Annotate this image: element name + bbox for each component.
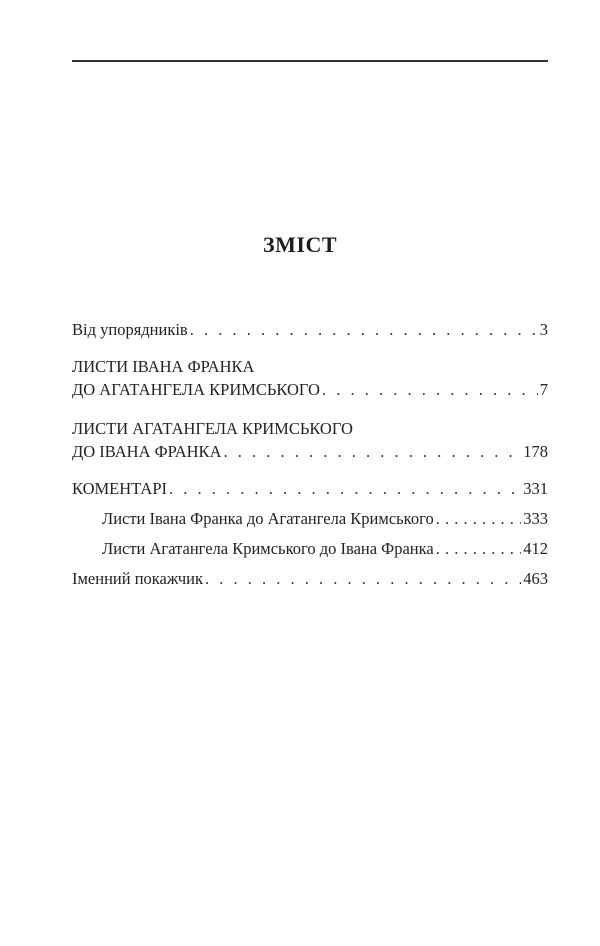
dot-leader bbox=[223, 440, 521, 463]
toc-entry-krymsky-letters bbox=[72, 417, 548, 463]
toc-heading: ЗМІСТ bbox=[263, 232, 337, 257]
dot-leader bbox=[436, 537, 522, 560]
toc-entry-title-line1: ЛИСТИ ІВАНА ФРАНКА bbox=[72, 357, 255, 376]
toc-entry-title: КОМЕНТАРІ bbox=[72, 479, 168, 498]
top-rule bbox=[72, 60, 548, 62]
toc-subentry-krymsky-letters bbox=[72, 537, 548, 560]
toc-entry-franko-letters bbox=[72, 355, 548, 401]
toc-entry-title-line2: ДО ІВАНА ФРАНКА bbox=[72, 442, 222, 461]
toc-entry-page: 3 bbox=[539, 320, 548, 339]
dot-leader bbox=[322, 378, 538, 401]
toc-entry-title: Листи Агатангела Кримського до Івана Франка bbox=[102, 539, 434, 558]
toc-entry-commentary bbox=[72, 477, 548, 500]
toc-entry-page: 463 bbox=[523, 569, 548, 588]
dot-leader bbox=[190, 318, 538, 341]
table-of-contents bbox=[72, 318, 548, 590]
toc-entry-title-line2: ДО АГАТАНГЕЛА КРИМСЬКОГО bbox=[72, 380, 320, 399]
toc-entry-title-line1: ЛИСТИ АГАТАНГЕЛА КРИМСЬКОГО bbox=[72, 419, 353, 438]
toc-entry-page: 412 bbox=[523, 539, 548, 558]
toc-subentry-franko-letters bbox=[72, 507, 548, 530]
toc-entry-title: Іменний покажчик bbox=[72, 569, 204, 588]
toc-entry-name-index bbox=[72, 567, 548, 590]
toc-entry-page: 7 bbox=[539, 380, 548, 399]
toc-entry-page: 333 bbox=[523, 509, 548, 528]
toc-entry-title: Від упорядників bbox=[72, 320, 188, 339]
toc-entry-page: 178 bbox=[523, 442, 548, 461]
dot-leader bbox=[205, 567, 521, 590]
toc-entry-title: Листи Івана Франка до Агатангела Кримського bbox=[102, 509, 434, 528]
toc-entry-foreword bbox=[72, 318, 548, 341]
toc-entry-page: 331 bbox=[523, 479, 548, 498]
dot-leader bbox=[169, 477, 521, 500]
dot-leader bbox=[436, 507, 522, 530]
